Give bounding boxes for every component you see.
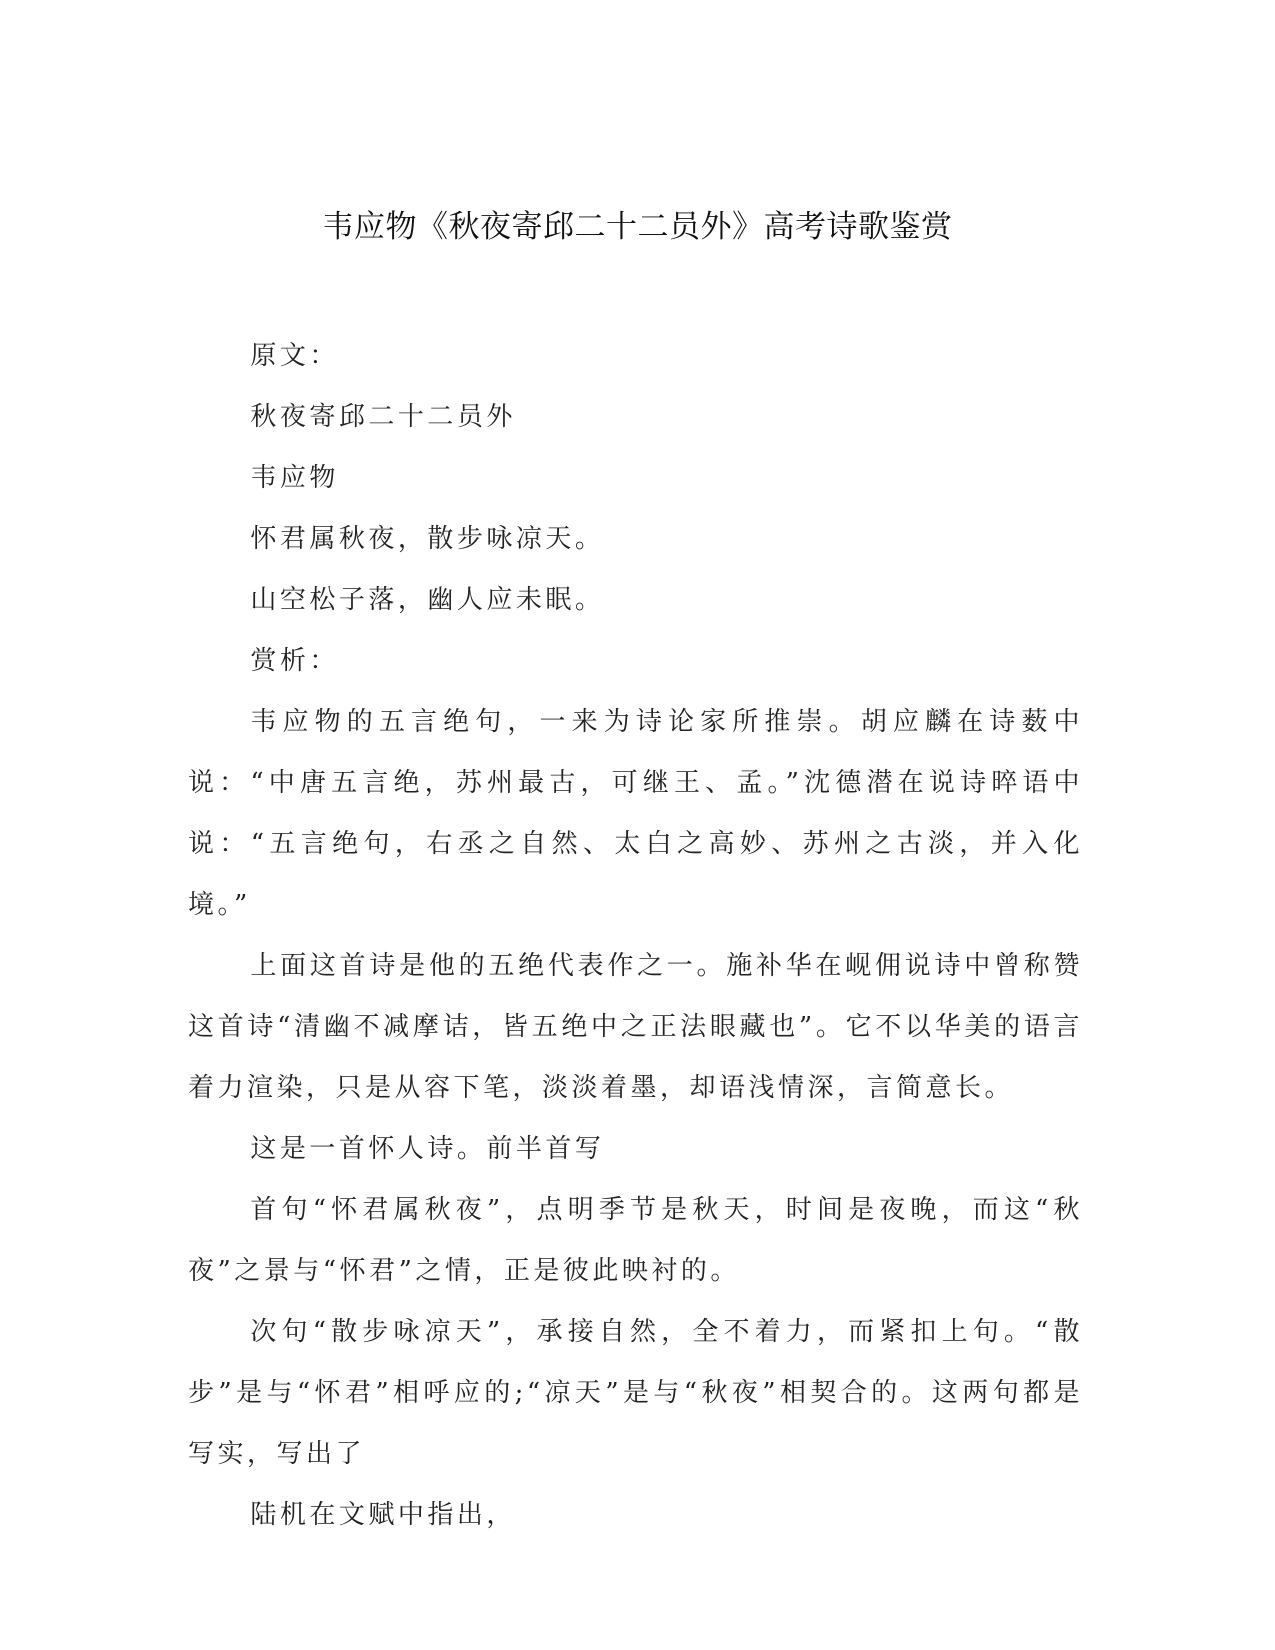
document-body bbox=[188, 326, 1083, 1546]
paragraph-poem-line-1: 怀君属秋夜，散步咏凉天。 bbox=[250, 524, 605, 554]
paragraph-analysis-label: 赏析： bbox=[250, 646, 339, 676]
paragraph-analysis-3: 这是一首怀人诗。前半首写 bbox=[250, 1134, 605, 1164]
paragraph-poem-title: 秋夜寄邱二十二员外 bbox=[250, 402, 516, 432]
paragraph-analysis-5: 次句“散步咏凉天”，承接自然，全不着力，而紧扣上句。“散步”是与“怀君”相呼应的;“凉天”是与“秋夜”相契合的。这两句都是写实，写出了 bbox=[188, 1317, 1083, 1469]
document-title: 韦应物《秋夜寄邱二十二员外》高考诗歌鉴赏 bbox=[322, 209, 953, 245]
paragraph-analysis-4: 首句“怀君属秋夜”，点明季节是秋天，时间是夜晚，而这“秋夜”之景与“怀君”之情，正是彼此映衬的。 bbox=[188, 1195, 1083, 1286]
paragraph-poem-line-2: 山空松子落，幽人应未眠。 bbox=[250, 585, 605, 615]
paragraph-analysis-2: 上面这首诗是他的五绝代表作之一。施补华在岘佣说诗中曾称赞这首诗“清幽不减摩诘，皆五绝中之正法眼藏也”。它不以华美的语言着力渲染，只是从容下笔，淡淡着墨，却语浅情深，言简意长。 bbox=[188, 951, 1083, 1103]
paragraph-original-label: 原文： bbox=[250, 341, 339, 371]
paragraph-analysis-1: 韦应物的五言绝句，一来为诗论家所推崇。胡应麟在诗薮中说：“中唐五言绝，苏州最古，可继王、孟。”沈德潜在说诗晬语中说：“五言绝句，右丞之自然、太白之高妙、苏州之古淡，并入化境。” bbox=[188, 707, 1083, 920]
paragraph-poem-author: 韦应物 bbox=[250, 463, 339, 493]
paragraph-analysis-6: 陆机在文赋中指出， bbox=[250, 1500, 516, 1530]
